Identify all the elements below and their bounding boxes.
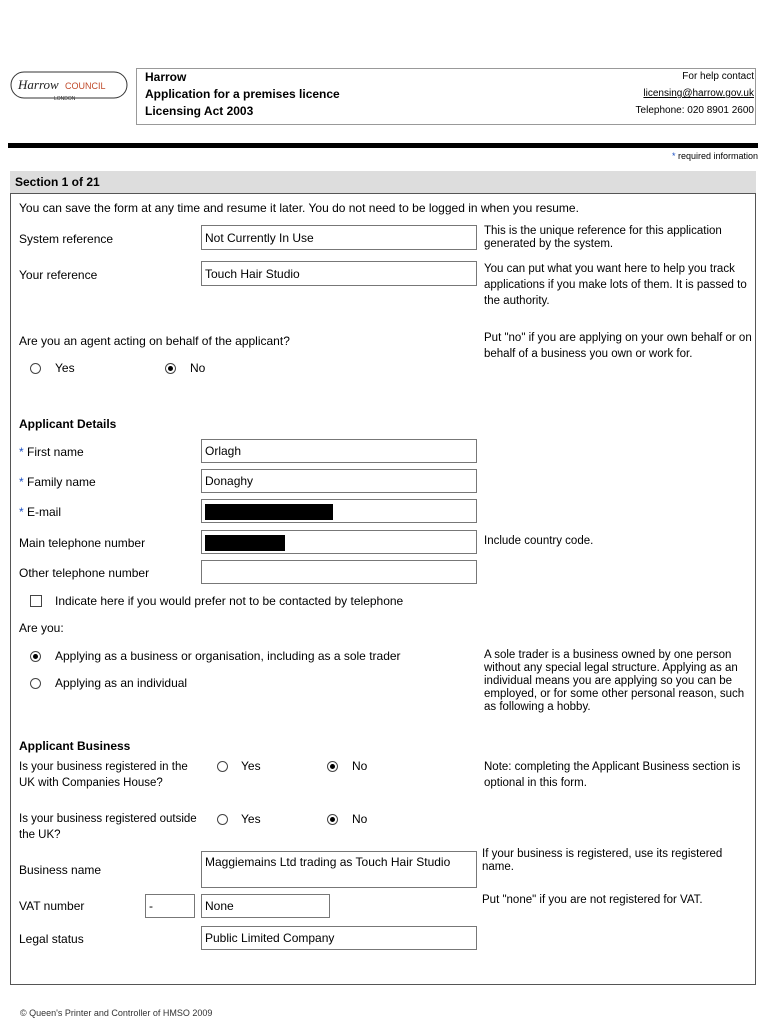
uk-reg-yes-label: Yes: [241, 759, 261, 773]
family-name-field[interactable]: Donaghy: [201, 469, 477, 493]
svg-text:LONDON: LONDON: [54, 96, 76, 102]
divider: [8, 143, 758, 148]
uk-reg-yes-radio[interactable]: [217, 761, 228, 772]
individual-option-label: Applying as an individual: [55, 676, 188, 690]
vat-help: Put "none" if you are not registered for VAT.: [482, 894, 703, 906]
agent-yes-label: Yes: [55, 361, 75, 375]
uk-reg-no-radio[interactable]: [327, 761, 338, 772]
system-ref-field[interactable]: Not Currently In Use: [201, 225, 477, 250]
radio-selected-dot: [330, 817, 335, 822]
your-ref-label: Your reference: [19, 268, 98, 282]
section-intro: You can save the form at any time and resume it later. You do not need to be logged in when you resume.: [19, 201, 579, 215]
first-name-label: * First name: [19, 445, 84, 459]
are-you-help: A sole trader is a business owned by one person without any special legal structure. Applying as an individual means you are applying so you can be employed, or for some other personal reason, such as following a hobby.: [484, 649, 745, 713]
agent-no-radio[interactable]: [165, 363, 176, 374]
agent-yes-radio[interactable]: [30, 363, 41, 374]
vat-prefix-field[interactable]: -: [145, 894, 195, 918]
family-name-label: * Family name: [19, 475, 96, 489]
business-radio[interactable]: [30, 651, 41, 662]
business-name-label: Business name: [19, 863, 102, 877]
applicant-details-heading: Applicant Details: [19, 417, 117, 431]
agent-no-label: No: [190, 361, 206, 375]
main-phone-help: Include country code.: [484, 535, 594, 547]
main-phone-label: Main telephone number: [19, 536, 146, 550]
applicant-business-heading: Applicant Business: [19, 739, 131, 753]
business-note: Note: completing the Applicant Business section is optional in this form.: [484, 761, 741, 789]
radio-selected-dot: [330, 764, 335, 769]
are-you-label: Are you:: [19, 621, 64, 635]
legal-status-field[interactable]: Public Limited Company: [201, 926, 477, 950]
other-phone-label: Other telephone number: [19, 566, 150, 580]
other-phone-field[interactable]: [201, 560, 477, 584]
main-phone-field[interactable]: [201, 530, 477, 554]
business-name-help: If your business is registered, use its registered name.: [482, 848, 723, 873]
help-label: For help contact: [682, 71, 754, 82]
system-ref-label: System reference: [19, 232, 114, 246]
business-option-label: Applying as a business or organisation, including as a sole trader: [55, 649, 401, 663]
vat-number-field[interactable]: None: [201, 894, 330, 918]
outside-no-label: No: [352, 812, 368, 826]
org-name: Harrow: [145, 70, 187, 84]
outside-yes-radio[interactable]: [217, 814, 228, 825]
form-title: Application for a premises licence: [145, 87, 340, 101]
business-name-field[interactable]: Maggiemains Ltd trading as Touch Hair Studio: [201, 851, 477, 888]
svg-text:COUNCIL: COUNCIL: [65, 81, 106, 91]
individual-radio[interactable]: [30, 678, 41, 689]
first-name-field[interactable]: Orlagh: [201, 439, 477, 463]
copyright-footer: © Queen's Printer and Controller of HMSO 2009: [20, 1008, 213, 1018]
legal-status-label: Legal status: [19, 932, 84, 946]
redacted-email: [205, 504, 333, 520]
uk-registered-question: Is your business registered in the UK with Companies House?: [19, 761, 188, 789]
email-label: * E-mail: [19, 505, 62, 519]
help-email-link[interactable]: licensing@harrow.gov.uk: [643, 88, 754, 99]
radio-selected-dot: [168, 366, 173, 371]
help-phone: Telephone: 020 8901 2600: [635, 105, 754, 116]
svg-text:Harrow: Harrow: [18, 77, 59, 92]
harrow-council-logo: [10, 70, 128, 102]
outside-yes-label: Yes: [241, 812, 261, 826]
radio-selected-dot: [33, 654, 38, 659]
uk-reg-no-label: No: [352, 759, 368, 773]
outside-no-radio[interactable]: [327, 814, 338, 825]
your-ref-field[interactable]: Touch Hair Studio: [201, 261, 477, 286]
your-ref-help: You can put what you want here to help you track applications if you make lots of them. It is passed to the authority.: [484, 263, 747, 307]
section-title: Section 1 of 21: [10, 171, 756, 194]
redacted-phone: [205, 535, 285, 551]
email-field[interactable]: [201, 499, 477, 523]
required-note: * required information: [671, 151, 758, 161]
no-phone-contact-label: Indicate here if you would prefer not to be contacted by telephone: [55, 594, 404, 608]
outside-uk-question: Is your business registered outside the UK?: [19, 813, 197, 841]
agent-question: Are you an agent acting on behalf of the applicant?: [19, 334, 290, 348]
agent-help: Put "no" if you are applying on your own behalf or on behalf of a business you own or work for.: [484, 332, 752, 360]
vat-label: VAT number: [19, 899, 85, 913]
system-ref-help: This is the unique reference for this application generated by the system.: [484, 225, 722, 250]
act-name: Licensing Act 2003: [145, 104, 254, 118]
no-phone-contact-checkbox[interactable]: [30, 595, 42, 607]
